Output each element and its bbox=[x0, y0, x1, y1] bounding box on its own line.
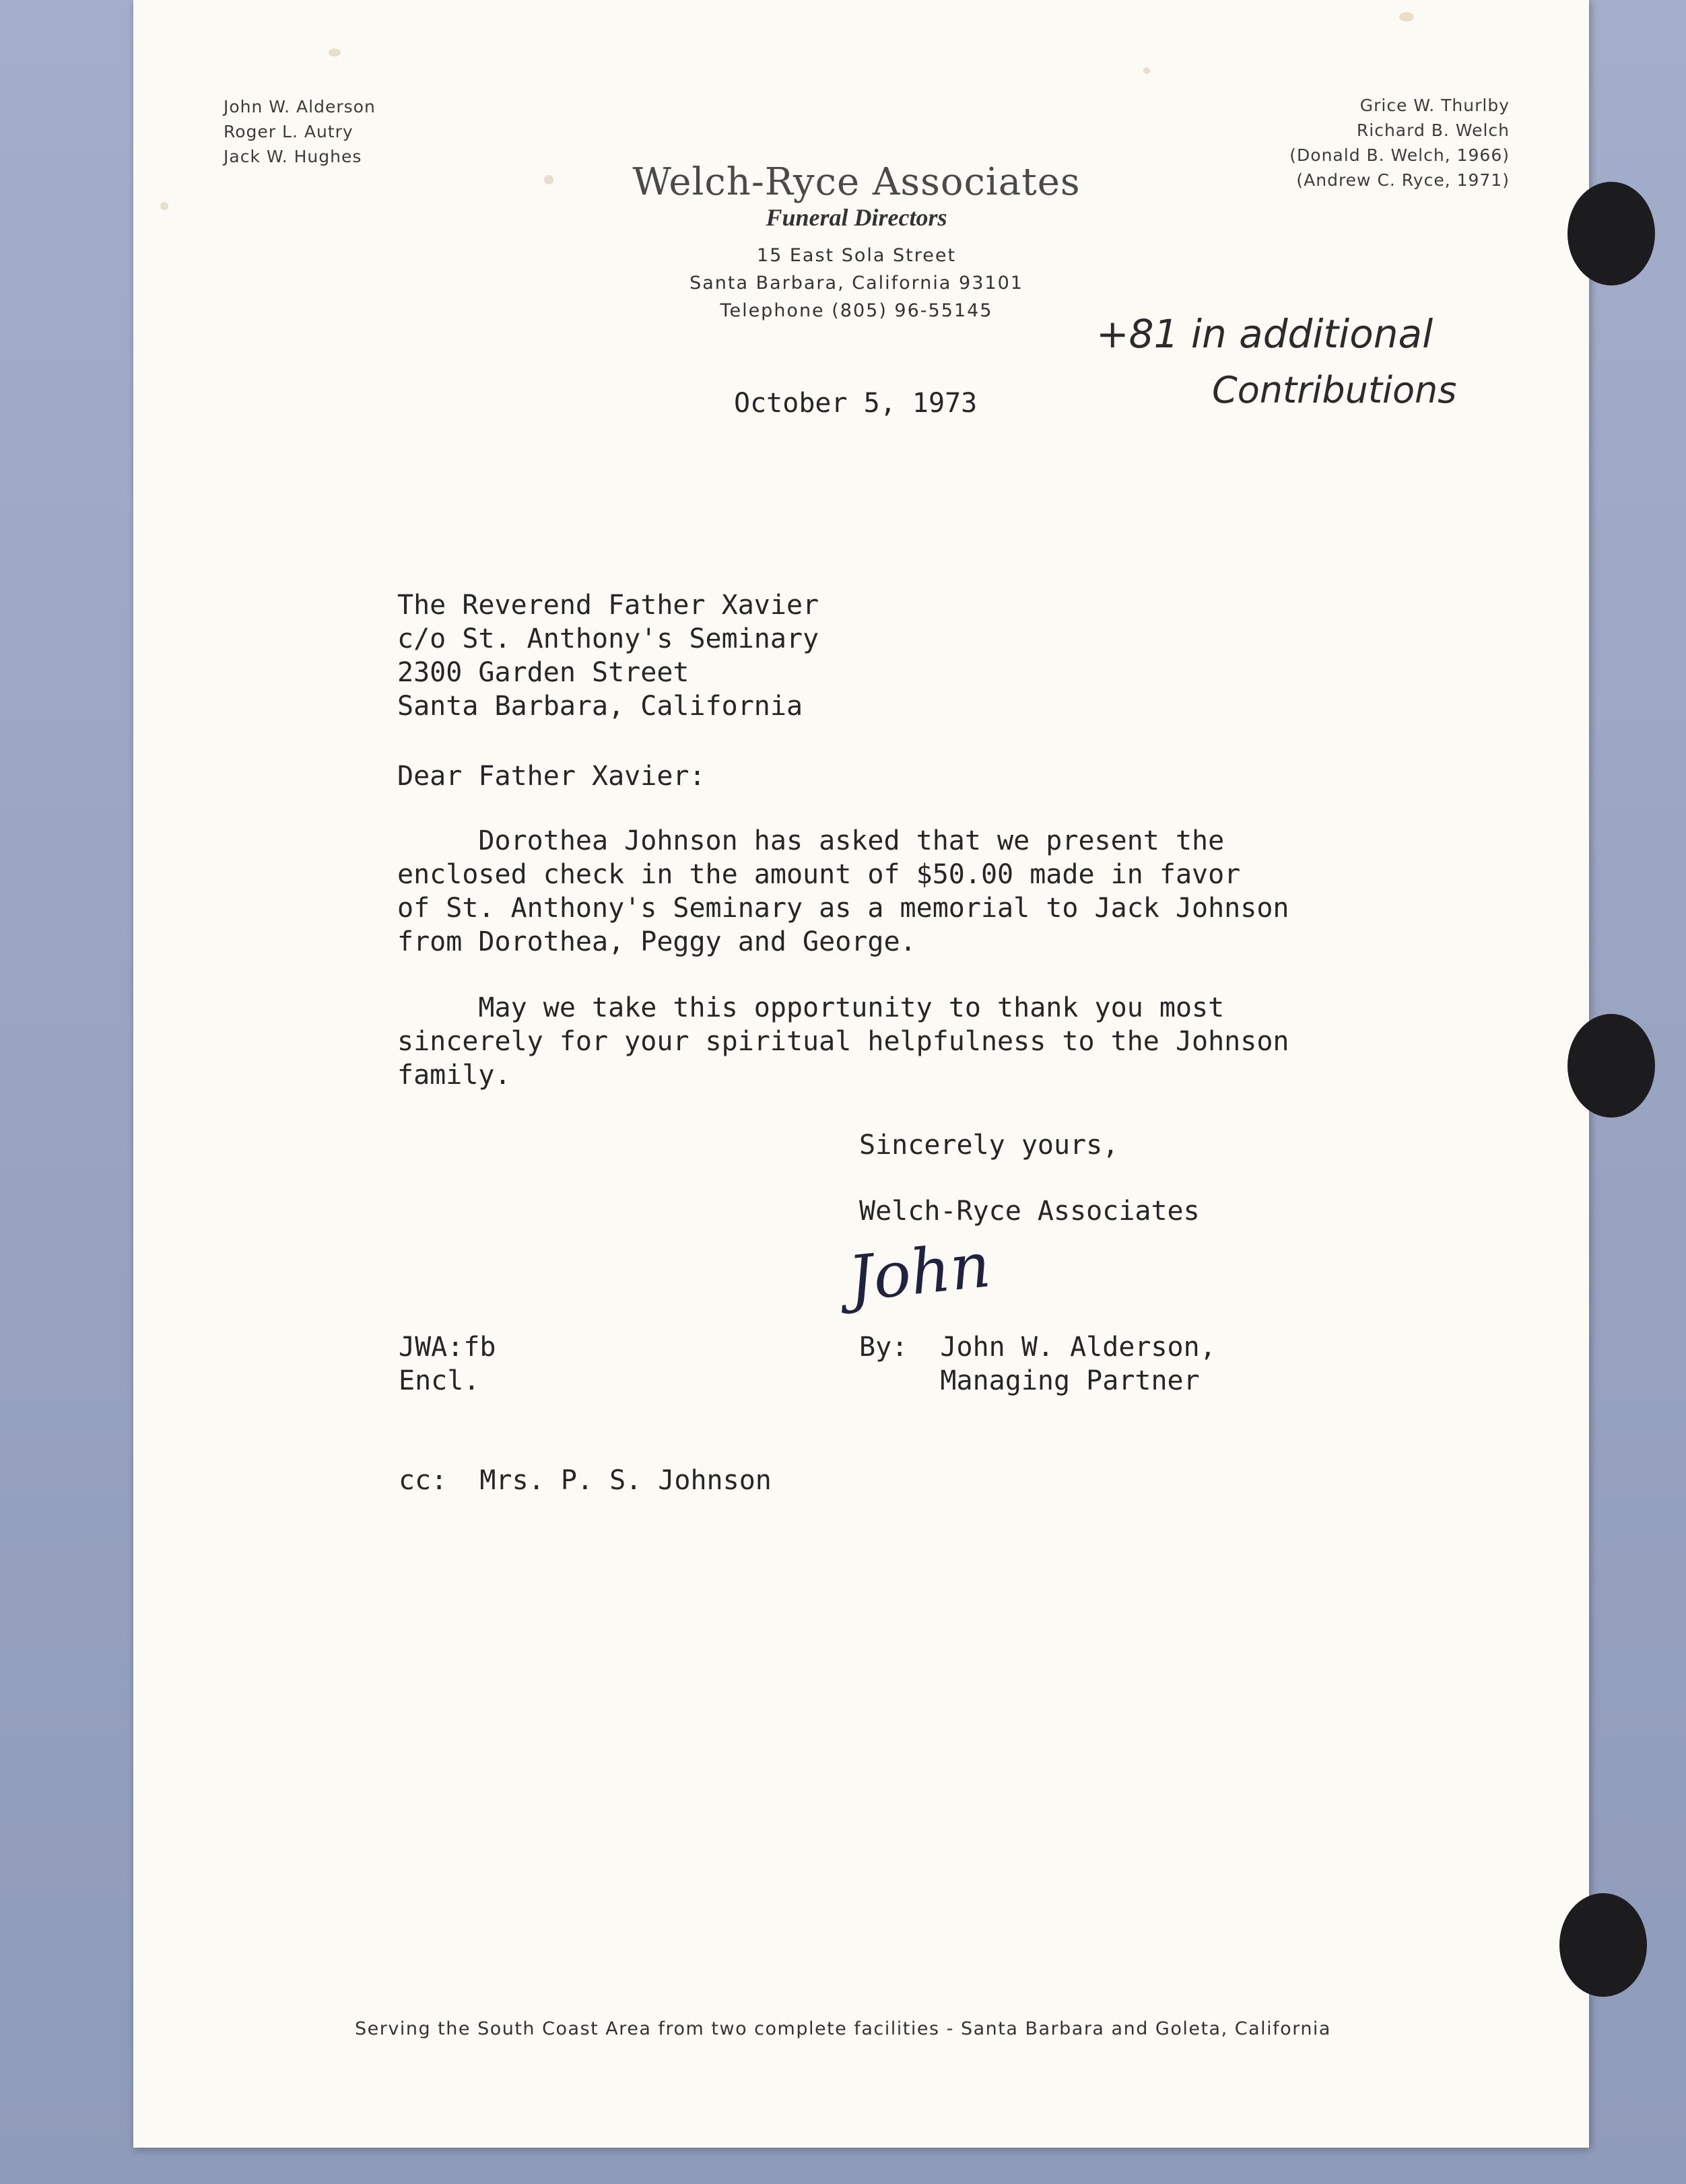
recipient-address bbox=[397, 588, 819, 723]
address-city: Santa Barbara, California 93101 bbox=[689, 273, 1023, 294]
partner-name: Grice W. Thurlby bbox=[1359, 96, 1510, 115]
carbon-copy: cc: Mrs. P. S. Johnson bbox=[399, 1465, 772, 1496]
handwritten-note-line2: Contributions bbox=[1212, 369, 1457, 411]
letter-date: October 5, 1973 bbox=[734, 388, 978, 419]
partner-name: Jack W. Hughes bbox=[224, 147, 362, 166]
recipient-line: 2300 Garden Street bbox=[397, 657, 689, 688]
address-phone: Telephone (805) 96-55145 bbox=[720, 300, 993, 321]
partners-left bbox=[224, 94, 376, 169]
binder-hole-middle bbox=[1567, 1014, 1655, 1118]
closing: Sincerely yours, bbox=[859, 1130, 1119, 1161]
body-line: Dorothea Johnson has asked that we present the bbox=[397, 825, 1225, 856]
binder-hole-bottom bbox=[1559, 1893, 1647, 1997]
signature: John bbox=[844, 1229, 994, 1316]
signer-block bbox=[859, 1330, 1216, 1398]
recipient-line: The Reverend Father Xavier bbox=[397, 590, 819, 621]
enclosure-note: Encl. bbox=[399, 1365, 480, 1396]
body-line: family. bbox=[397, 1060, 511, 1091]
firm-subtitle: Funeral Directors bbox=[766, 204, 947, 231]
partner-name: (Andrew C. Ryce, 1971) bbox=[1296, 170, 1510, 190]
salutation: Dear Father Xavier: bbox=[397, 761, 706, 792]
partner-name: Richard B. Welch bbox=[1356, 121, 1510, 140]
partner-name: John W. Alderson bbox=[224, 97, 376, 116]
partner-name: (Donald B. Welch, 1966) bbox=[1289, 145, 1510, 165]
reference-initials: JWA:fb bbox=[399, 1332, 496, 1363]
body-line: of St. Anthony's Seminary as a memorial to Jack Johnson bbox=[397, 893, 1289, 924]
body-line: May we take this opportunity to thank you most bbox=[397, 992, 1225, 1023]
company-signoff: Welch-Ryce Associates bbox=[859, 1196, 1200, 1227]
partner-name: Roger L. Autry bbox=[224, 122, 353, 141]
footer-tagline: Serving the South Coast Area from two complete facilities - Santa Barbara and Goleta, California bbox=[355, 2018, 1331, 2039]
recipient-line: Santa Barbara, California bbox=[397, 691, 803, 722]
signer-title: Managing Partner bbox=[859, 1365, 1200, 1396]
recipient-line: c/o St. Anthony's Seminary bbox=[397, 623, 819, 654]
body-paragraph-1 bbox=[397, 824, 1289, 959]
signer-name: By: John W. Alderson, bbox=[859, 1332, 1216, 1363]
handwritten-note-line1: +81 in additional bbox=[1096, 311, 1434, 357]
address-street: 15 East Sola Street bbox=[756, 245, 957, 266]
body-paragraph-2 bbox=[397, 991, 1289, 1092]
firm-name: Welch-Ryce Associates bbox=[632, 160, 1081, 204]
body-line: enclosed check in the amount of $50.00 made in favor bbox=[397, 859, 1241, 890]
body-line: from Dorothea, Peggy and George. bbox=[397, 926, 916, 957]
body-line: sincerely for your spiritual helpfulness to the Johnson bbox=[397, 1026, 1289, 1057]
